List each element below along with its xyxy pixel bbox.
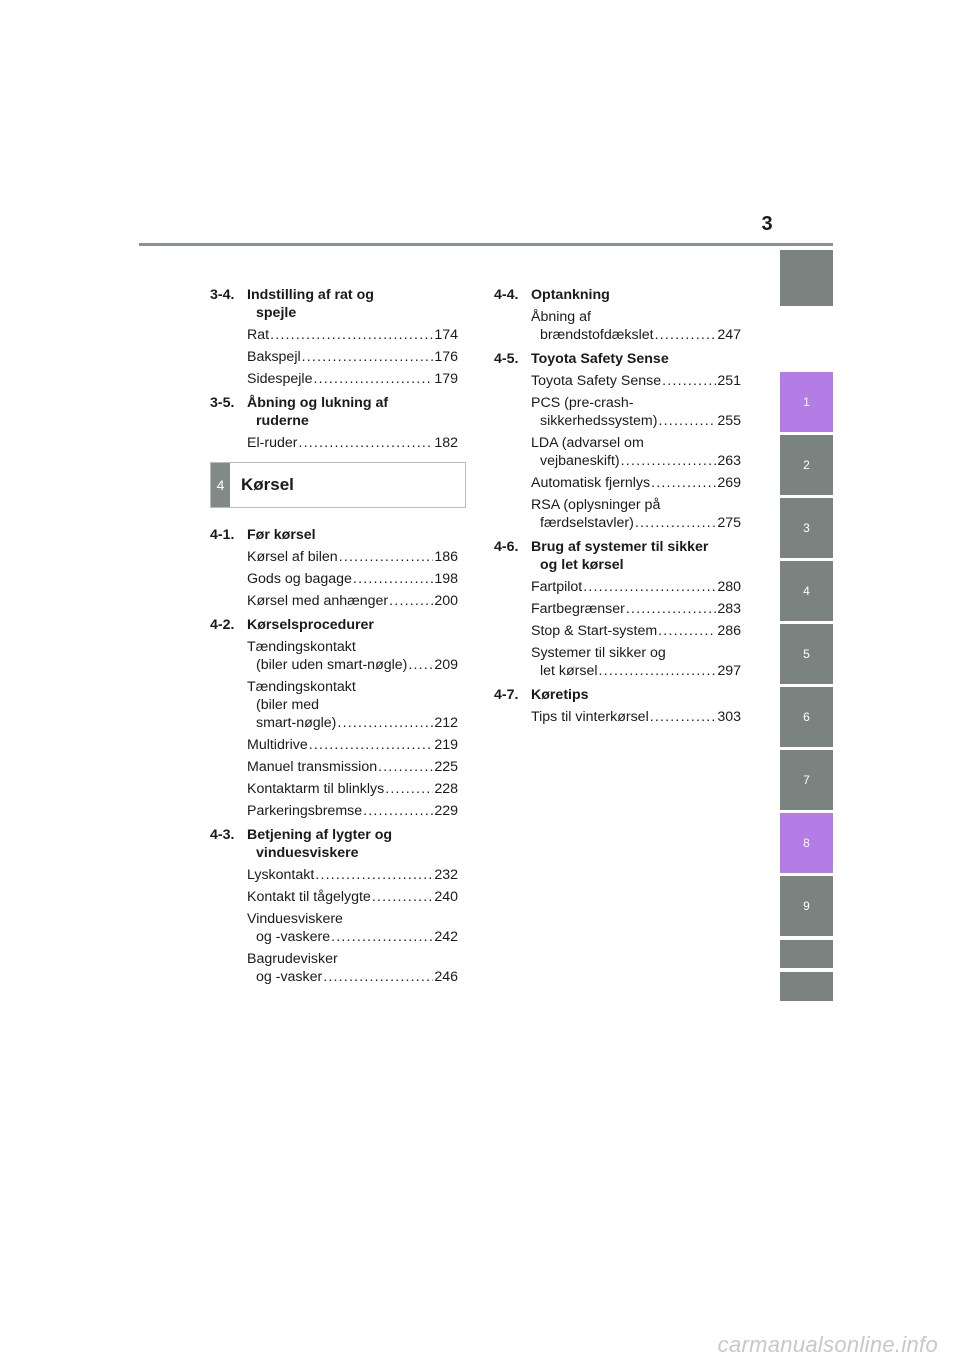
toc-entry-page: 303 bbox=[717, 709, 741, 725]
toc-entry-text: Kørsel af bilen bbox=[247, 549, 338, 565]
toc-section bbox=[494, 686, 741, 726]
toc-entry-row bbox=[247, 714, 458, 732]
chapter-tab-1[interactable]: 1 bbox=[780, 372, 833, 432]
toc-entry-page: 283 bbox=[717, 601, 741, 617]
toc-entry-page: 186 bbox=[434, 549, 458, 565]
toc-entry-text: Lyskontakt bbox=[247, 867, 315, 883]
dot-leader bbox=[655, 326, 717, 344]
dot-leader bbox=[385, 780, 433, 798]
dot-leader bbox=[315, 866, 433, 884]
dot-leader bbox=[363, 802, 433, 820]
chapter-tab-8[interactable]: 8 bbox=[780, 813, 833, 873]
section-title-line: vinduesviskere bbox=[256, 845, 359, 861]
toc-entry-row bbox=[531, 578, 741, 596]
toc-entry[interactable] bbox=[247, 910, 458, 946]
toc-entry-text: Toyota Safety Sense bbox=[531, 373, 662, 389]
toc-entry-text: Tips til vinterkørsel bbox=[531, 709, 649, 725]
section-title-line: Før kørsel bbox=[247, 527, 316, 543]
dot-leader bbox=[658, 412, 716, 430]
toc-entry-page: 219 bbox=[434, 737, 458, 753]
toc-left-column-top bbox=[210, 286, 458, 452]
toc-entry[interactable] bbox=[247, 678, 458, 732]
section-heading bbox=[494, 286, 741, 304]
section-number: 4-3. bbox=[210, 827, 235, 843]
toc-entry-page: 240 bbox=[434, 889, 458, 905]
toc-entry-row bbox=[531, 622, 741, 640]
toc-entry-text: Åbning af bbox=[531, 309, 591, 325]
toc-entry-page: 251 bbox=[717, 373, 741, 389]
toc-entry-page: 228 bbox=[434, 781, 458, 797]
toc-entry-row bbox=[531, 412, 741, 430]
toc-entry[interactable] bbox=[531, 708, 741, 726]
toc-entry-page: 225 bbox=[434, 759, 458, 775]
toc-entry-text: RSA (oplysninger på bbox=[531, 497, 661, 513]
toc-entry-text: El-ruder bbox=[247, 435, 298, 451]
chapter-tab-7[interactable]: 7 bbox=[780, 750, 833, 810]
dot-leader bbox=[378, 758, 433, 776]
toc-entry-row bbox=[247, 736, 458, 754]
dot-leader bbox=[408, 656, 433, 674]
dot-leader bbox=[662, 372, 716, 390]
chapter-tab-3[interactable]: 3 bbox=[780, 498, 833, 558]
toc-entry-text: sikkerhedssystem) bbox=[540, 413, 658, 429]
dot-leader bbox=[658, 622, 716, 640]
dot-leader bbox=[323, 968, 433, 986]
toc-entry-row bbox=[531, 600, 741, 618]
section-title-line: Toyota Safety Sense bbox=[531, 351, 669, 367]
toc-entry-text: (biler uden smart-nøgle) bbox=[256, 657, 408, 673]
toc-entry-row bbox=[531, 474, 741, 492]
toc-entry-text: LDA (advarsel om bbox=[531, 435, 644, 451]
dot-leader bbox=[599, 662, 717, 680]
toc-entry-text: Sidespejle bbox=[247, 371, 313, 387]
toc-entry-row bbox=[247, 866, 458, 884]
chapter-tab-9[interactable]: 9 bbox=[780, 876, 833, 936]
toc-entry-page: 246 bbox=[434, 969, 458, 985]
section-number: 4-1. bbox=[210, 527, 235, 543]
toc-section bbox=[210, 826, 458, 986]
toc-entry-row bbox=[531, 662, 741, 680]
toc-entry-text: Bagrudevisker bbox=[247, 951, 338, 967]
chapter-box bbox=[210, 462, 466, 508]
chapter-title: Kørsel bbox=[241, 475, 294, 494]
toc-entry[interactable] bbox=[247, 570, 458, 588]
toc-entry-page: 280 bbox=[717, 579, 741, 595]
toc-entry[interactable] bbox=[247, 348, 458, 366]
toc-entry[interactable] bbox=[531, 474, 741, 492]
dot-leader bbox=[626, 600, 716, 618]
toc-entry-row bbox=[247, 780, 458, 798]
section-number: 4-7. bbox=[494, 687, 519, 703]
section-title-line: Åbning og lukning af bbox=[247, 395, 389, 411]
page-number: 3 bbox=[761, 213, 773, 235]
chapter-tab-4[interactable]: 4 bbox=[780, 561, 833, 621]
section-heading bbox=[210, 394, 458, 430]
toc-entry-page: 182 bbox=[434, 435, 458, 451]
chapter-number: 4 bbox=[211, 463, 230, 507]
toc-entry[interactable] bbox=[531, 578, 741, 596]
toc-entry[interactable] bbox=[247, 950, 458, 986]
dot-leader bbox=[635, 514, 717, 532]
toc-entry-text: Gods og bagage bbox=[247, 571, 352, 587]
toc-section bbox=[210, 616, 458, 820]
toc-entry-page: 209 bbox=[434, 657, 458, 673]
toc-entry-row bbox=[247, 570, 458, 588]
dot-leader bbox=[372, 888, 434, 906]
toc-entry-page: 297 bbox=[717, 663, 741, 679]
toc-entry-page: 263 bbox=[717, 453, 741, 469]
section-heading bbox=[494, 686, 741, 704]
toc-entry-row bbox=[531, 372, 741, 390]
toc-entry-row bbox=[531, 452, 741, 470]
toc-entry-page: 232 bbox=[434, 867, 458, 883]
dot-leader bbox=[298, 434, 433, 452]
toc-entry[interactable] bbox=[247, 802, 458, 820]
section-title-line: Optankning bbox=[531, 287, 610, 303]
toc-right-column bbox=[494, 286, 741, 726]
toc-entry-text: (biler med bbox=[256, 697, 320, 713]
toc-entry[interactable] bbox=[531, 372, 741, 390]
section-title-line: og let kørsel bbox=[540, 557, 624, 573]
section-number: 3-5. bbox=[210, 395, 235, 411]
chapter-tab-blank[interactable] bbox=[780, 972, 833, 1001]
section-number: 4-2. bbox=[210, 617, 235, 633]
toc-section bbox=[494, 538, 741, 680]
toc-entry[interactable] bbox=[531, 394, 741, 430]
watermark bbox=[0, 1332, 960, 1358]
section-heading bbox=[210, 826, 458, 862]
toc-entry-text: Manuel transmission bbox=[247, 759, 378, 775]
dot-leader bbox=[621, 452, 717, 470]
toc-entry-row bbox=[531, 326, 741, 344]
toc-entry-text: let kørsel bbox=[540, 663, 598, 679]
section-number: 4-6. bbox=[494, 539, 519, 555]
toc-entry-row bbox=[247, 326, 458, 344]
toc-section bbox=[494, 286, 741, 344]
dot-leader bbox=[651, 474, 716, 492]
toc-entry-row bbox=[247, 656, 458, 674]
toc-entry[interactable] bbox=[247, 434, 458, 452]
toc-entry-text: Systemer til sikker og bbox=[531, 645, 666, 661]
toc-entry-text: færdselstavler) bbox=[540, 515, 634, 531]
toc-entry[interactable] bbox=[531, 434, 741, 470]
toc-entry-page: 174 bbox=[434, 327, 458, 343]
toc-entry[interactable] bbox=[247, 638, 458, 674]
toc-entry-page: 269 bbox=[717, 475, 741, 491]
dot-leader bbox=[650, 708, 717, 726]
dot-leader bbox=[339, 548, 434, 566]
section-title-line: ruderne bbox=[256, 413, 309, 429]
toc-entry-text: Kontakt til tågelygte bbox=[247, 889, 371, 905]
toc-entry[interactable] bbox=[247, 888, 458, 906]
toc-entry-text: Stop & Start-system bbox=[531, 623, 658, 639]
toc-entry[interactable] bbox=[247, 548, 458, 566]
toc-entry-text: Tændingskontakt bbox=[247, 639, 356, 655]
toc-section bbox=[494, 350, 741, 532]
toc-entry-row bbox=[247, 592, 458, 610]
toc-entry-page: 200 bbox=[434, 593, 458, 609]
toc-entry-text: Fartpilot bbox=[531, 579, 583, 595]
chapter-tab-2[interactable]: 2 bbox=[780, 435, 833, 495]
toc-entry-page: 176 bbox=[434, 349, 458, 365]
section-heading bbox=[210, 616, 458, 634]
toc-left-column-bottom bbox=[210, 526, 458, 986]
section-title-line: Betjening af lygter og bbox=[247, 827, 393, 843]
toc-entry-row bbox=[247, 928, 458, 946]
toc-entry-row bbox=[247, 888, 458, 906]
toc-entry-page: 229 bbox=[434, 803, 458, 819]
toc-entry[interactable] bbox=[247, 758, 458, 776]
toc-entry[interactable] bbox=[531, 644, 741, 680]
toc-entry-row bbox=[247, 434, 458, 452]
section-number: 4-5. bbox=[494, 351, 519, 367]
toc-section bbox=[210, 394, 458, 452]
toc-entry-row bbox=[247, 758, 458, 776]
dot-leader bbox=[313, 370, 433, 388]
toc-entry[interactable] bbox=[247, 326, 458, 344]
toc-entry-row bbox=[247, 348, 458, 366]
chapter-tab-5[interactable]: 5 bbox=[780, 624, 833, 684]
dot-leader bbox=[302, 348, 434, 366]
toc-entry-text: vejbaneskift) bbox=[540, 453, 620, 469]
chapter-tab-blank[interactable] bbox=[780, 940, 833, 968]
toc-entry-text: Bakspejl bbox=[247, 349, 301, 365]
dot-leader bbox=[309, 736, 434, 754]
section-number: 4-4. bbox=[494, 287, 519, 303]
header-rule bbox=[139, 243, 833, 246]
dot-leader bbox=[353, 570, 433, 588]
section-heading bbox=[494, 350, 741, 368]
watermark-text: carmanualsonline.info bbox=[717, 1332, 938, 1357]
dot-leader bbox=[331, 928, 433, 946]
toc-entry-text: Tændingskontakt bbox=[247, 679, 356, 695]
toc-entry-row bbox=[247, 370, 458, 388]
toc-entry[interactable] bbox=[531, 308, 741, 344]
toc-entry-text: Kørsel med anhænger bbox=[247, 593, 389, 609]
toc-entry-page: 255 bbox=[717, 413, 741, 429]
dot-leader bbox=[337, 714, 433, 732]
dot-leader bbox=[389, 592, 433, 610]
toc-entry-text: Vinduesviskere bbox=[247, 911, 343, 927]
toc-entry-text: brændstofdækslet bbox=[540, 327, 654, 343]
section-title-line: Køretips bbox=[531, 687, 589, 703]
toc-entry-text: Rat bbox=[247, 327, 270, 343]
toc-entry[interactable] bbox=[247, 866, 458, 884]
toc-entry-page: 247 bbox=[717, 327, 741, 343]
toc-entry-page: 198 bbox=[434, 571, 458, 587]
toc-entry-row bbox=[531, 514, 741, 532]
toc-entry[interactable] bbox=[247, 736, 458, 754]
dot-leader bbox=[270, 326, 433, 344]
toc-entry[interactable] bbox=[247, 370, 458, 388]
section-heading bbox=[210, 526, 458, 544]
section-title-line: Kørselsprocedurer bbox=[247, 617, 374, 633]
toc-entry-page: 212 bbox=[434, 715, 458, 731]
toc-entry-page: 275 bbox=[717, 515, 741, 531]
section-heading bbox=[494, 538, 741, 574]
dot-leader bbox=[583, 578, 716, 596]
toc-entry-row bbox=[247, 968, 458, 986]
toc-entry[interactable] bbox=[531, 622, 741, 640]
chapter-tab-6[interactable]: 6 bbox=[780, 687, 833, 747]
toc-entry-text: PCS (pre-crash- bbox=[531, 395, 634, 411]
toc-section bbox=[210, 286, 458, 388]
toc-section bbox=[210, 526, 458, 610]
toc-entry-page: 286 bbox=[717, 623, 741, 639]
toc-entry-page: 242 bbox=[434, 929, 458, 945]
toc-entry[interactable] bbox=[531, 600, 741, 618]
section-title-line: spejle bbox=[256, 305, 297, 321]
section-title-line: Brug af systemer til sikker bbox=[531, 539, 709, 555]
toc-entry-text: Automatisk fjernlys bbox=[531, 475, 651, 491]
section-title-line: Indstilling af rat og bbox=[247, 287, 374, 303]
chapter-tab-blank[interactable] bbox=[780, 250, 833, 306]
section-number: 3-4. bbox=[210, 287, 235, 303]
toc-entry-text: smart-nøgle) bbox=[256, 715, 337, 731]
toc-entry[interactable] bbox=[247, 780, 458, 798]
toc-entry-row bbox=[247, 548, 458, 566]
toc-entry-text: og -vaskere bbox=[256, 929, 331, 945]
toc-entry-text: Multidrive bbox=[247, 737, 308, 753]
toc-entry[interactable] bbox=[531, 496, 741, 532]
toc-entry-text: Parkeringsbremse bbox=[247, 803, 363, 819]
section-heading bbox=[210, 286, 458, 322]
toc-entry[interactable] bbox=[247, 592, 458, 610]
toc-entry-page: 179 bbox=[434, 371, 458, 387]
toc-entry-text: Kontaktarm til blinklys bbox=[247, 781, 385, 797]
toc-entry-text: og -vasker bbox=[256, 969, 323, 985]
toc-entry-text: Fartbegrænser bbox=[531, 601, 625, 617]
toc-entry-row bbox=[531, 708, 741, 726]
toc-entry-row bbox=[247, 802, 458, 820]
